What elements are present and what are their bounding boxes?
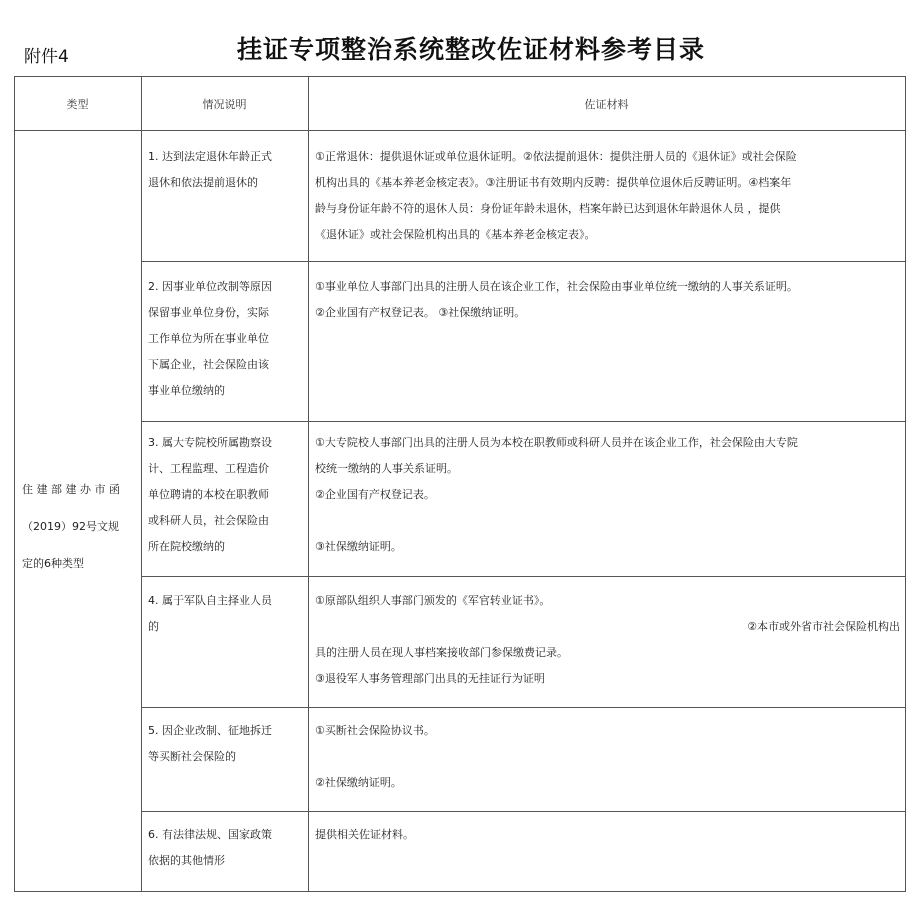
desc-line: 依据的其他情形 <box>148 854 225 867</box>
row-4-evidence <box>315 588 900 692</box>
desc-line: 单位聘请的本校在职教师 <box>148 488 269 501</box>
col-divider-2 <box>308 76 309 892</box>
evidence-line: ②企业国有产权登记表。 <box>315 488 435 501</box>
row-6-evidence <box>315 822 900 848</box>
row-divider-4 <box>141 707 906 708</box>
desc-line: 5. 因企业改制、征地拆迁 <box>148 724 272 737</box>
evidence-line: ①原部队组织人事部门颁发的《军官转业证书》。 <box>315 594 551 607</box>
row-5-evidence <box>315 718 900 796</box>
evidence-line: 《退休证》或社会保险机构出具的《基本养老金核定表》。 <box>315 228 596 241</box>
desc-line: 退休和依法提前退休的 <box>148 176 258 189</box>
evidence-line: 机构出具的《基本养老金核定表》。③注册证书有效期内反聘：提供单位退休后反聘证明。④档案年 <box>315 176 792 189</box>
row-1-description <box>148 144 306 196</box>
evidence-line: 校统一缴纳的人事关系证明。 <box>315 462 458 475</box>
type-line: 定的6种类型 <box>22 557 84 570</box>
header-evidence: 佐证材料 <box>584 98 629 111</box>
desc-line: 1. 达到法定退休年龄正式 <box>148 150 272 163</box>
row-3-evidence <box>315 430 900 560</box>
row-4-description <box>148 588 306 640</box>
evidence-line: ①大专院校人事部门出具的注册人员为本校在职教师或科研人员并在该企业工作，社会保险由大专院 <box>315 436 798 449</box>
desc-line: 6. 有法律法规、国家政策 <box>148 828 272 841</box>
type-cell <box>22 466 137 588</box>
row-3-description <box>148 430 306 560</box>
evidence-line: 提供相关佐证材料。 <box>315 828 414 841</box>
desc-line: 所在院校缴纳的 <box>148 540 225 553</box>
row-divider-3 <box>141 576 906 577</box>
attachment-label: 附件4 <box>24 47 69 67</box>
document-title <box>0 30 922 66</box>
row-2-description <box>148 274 306 404</box>
row-5-description <box>148 718 306 770</box>
type-line: （2019）92号文规 <box>22 520 119 533</box>
row-6-description <box>148 822 306 874</box>
desc-line: 4. 属于军队自主择业人员 <box>148 594 272 607</box>
header-divider <box>14 130 906 131</box>
desc-line: 3. 属大专院校所属勘察设 <box>148 436 272 449</box>
document-title-text: 挂证专项整治系统整改佐证材料参考目录 <box>236 35 705 64</box>
row-divider-5 <box>141 811 906 812</box>
desc-line: 计、工程监理、工程造价 <box>148 462 269 475</box>
table-border-right <box>905 76 906 892</box>
header-type: 类型 <box>66 98 89 111</box>
desc-line: 保留事业单位身份，实际 <box>148 306 269 319</box>
evidence-line: ①事业单位人事部门出具的注册人员在该企业工作，社会保险由事业单位统一缴纳的人事关系证明。 <box>315 280 798 293</box>
type-line: 住 建 部 建 办 市 函 <box>22 483 120 496</box>
evidence-line: ②社保缴纳证明。 <box>315 776 402 789</box>
desc-line: 的 <box>148 620 159 633</box>
evidence-line: ①正常退休：提供退休证或单位退休证明。②依法提前退休：提供注册人员的《退休证》或社会保险 <box>315 150 797 163</box>
evidence-line: ②企业国有产权登记表。 ③社保缴纳证明。 <box>315 306 526 319</box>
evidence-line: ①买断社会保险协议书。 <box>315 724 435 737</box>
evidence-line: 龄与身份证年龄不符的退休人员：身份证年龄未退休，档案年龄已达到退休年龄退休人员 ，提供 <box>315 202 781 215</box>
desc-line: 或科研人员，社会保险由 <box>148 514 269 527</box>
evidence-line: ③退役军人事务管理部门出具的无挂证行为证明 <box>315 672 545 685</box>
row-divider-1 <box>141 261 906 262</box>
row-1-evidence <box>315 144 900 248</box>
evidence-line: 具的注册人员在现人事档案接收部门参保缴费记录。 <box>315 646 568 659</box>
table-border-bottom <box>14 891 906 892</box>
evidence-line: ②本市或外省市社会保险机构出 <box>747 620 900 633</box>
desc-line: 下属企业，社会保险由该 <box>148 358 269 371</box>
evidence-table <box>14 76 906 892</box>
evidence-line: ③社保缴纳证明。 <box>315 540 402 553</box>
col-divider-1 <box>141 76 142 892</box>
desc-line: 事业单位缴纳的 <box>148 384 225 397</box>
row-2-evidence <box>315 274 900 326</box>
desc-line: 2. 因事业单位改制等原因 <box>148 280 272 293</box>
desc-line: 等买断社会保险的 <box>148 750 236 763</box>
header-description: 情况说明 <box>202 98 247 111</box>
desc-line: 工作单位为所在事业单位 <box>148 332 269 345</box>
row-divider-2 <box>141 421 906 422</box>
table-border-left <box>14 76 15 892</box>
table-border-top <box>14 76 906 77</box>
